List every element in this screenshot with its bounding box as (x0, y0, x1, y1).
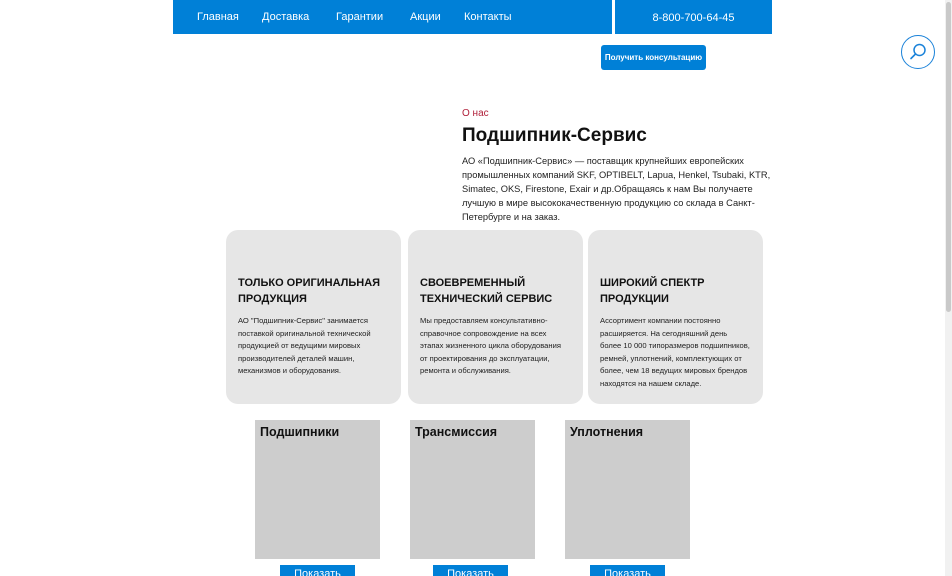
consultation-button[interactable]: Получить консультацию (601, 45, 706, 70)
feature-title: СВОЕВРЕМЕННЫЙ ТЕХНИЧЕСКИЙ СЕРВИС (420, 277, 553, 305)
about-text: АО «Подшипник-Сервис» — поставщик крупнейших европейских промышленных компаний SKF, OPTIBELT, Lapua, Henkel, Tsubaki, KTR, Simatec, OKS, Firestone, Exair и др.Обращаясь к нам Вы получаете лучшую в мире высококачественную продукцию со склада в Санкт-Петербурге и на заказ. (462, 156, 771, 223)
show-transmission-button[interactable]: Показать (433, 565, 508, 576)
nav-item-promotions[interactable]: Акции (410, 11, 441, 23)
about-kicker: О нас (462, 108, 489, 119)
feature-card-original (226, 230, 401, 404)
feature-text: АО "Подшипник-Сервис" занимается поставкой оригинальной технической продукцией от ведущими мировых производителей деталей машин, механизмов и оборудования. (238, 316, 371, 375)
scrollbar[interactable] (945, 0, 952, 576)
phone-box (615, 0, 772, 34)
product-tile-transmission[interactable] (410, 420, 535, 559)
product-title: Уплотнения (570, 425, 644, 439)
nav-item-home[interactable]: Главная (197, 11, 239, 23)
search-button[interactable] (901, 35, 935, 69)
product-title: Подшипники (260, 425, 340, 439)
feature-card-service (408, 230, 583, 404)
scrollbar-thumb[interactable] (946, 2, 951, 312)
feature-title: ШИРОКИЙ СПЕКТР ПРОДУКЦИИ (600, 277, 705, 305)
feature-title: ТОЛЬКО ОРИГИНАЛЬНАЯ ПРОДУКЦИЯ (238, 277, 381, 305)
feature-card-range (588, 230, 763, 404)
product-tile-bearings[interactable] (255, 420, 380, 559)
feature-text: Мы предоставляем консультативно-справочное сопровождение на всех этапах жизненного цикла оборудования от проектирования до эксплуатации, ремонта и обслуживания. (420, 316, 561, 375)
nav-item-warranty[interactable]: Гарантии (336, 11, 384, 23)
about-title: Подшипник-Сервис (462, 125, 647, 146)
phone-link[interactable]: 8-800-700-64-45 (652, 12, 735, 24)
feature-text: Ассортимент компании постоянно расширяется. На сегодняшний день более 10 000 типоразмеров подшипников, ремней, уплотнений, комплектующих от более, чем 18 ведущих мировых брендов находятся на нашем складе. (600, 316, 750, 388)
product-tile-seals[interactable] (565, 420, 690, 559)
main-nav (173, 0, 612, 34)
show-seals-button[interactable]: Показать (590, 565, 665, 576)
search-icon (908, 42, 928, 62)
product-title: Трансмиссия (415, 425, 498, 439)
show-bearings-button[interactable]: Показать (280, 565, 355, 576)
nav-item-contacts[interactable]: Контакты (464, 11, 512, 23)
nav-item-delivery[interactable]: Доставка (262, 11, 310, 23)
